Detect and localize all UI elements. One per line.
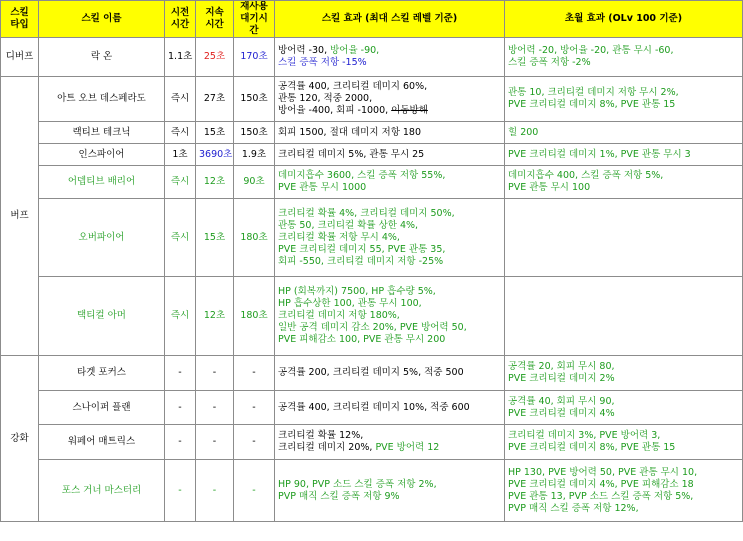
transcend-effect: 방어력 -20, 방어율 -20, 관통 무시 -60, 스킬 증폭 저항 -2% [505,38,743,77]
cast-time: 즉시 [165,199,196,277]
duration: 27초 [196,77,234,122]
group-enhance: 강화 [1,356,39,522]
table-row [1,122,743,144]
table-row [1,199,743,277]
skill-name: 어뎁티브 배리어 [39,166,165,199]
skill-effect: 크리티컬 확률 4%, 크리티컬 데미지 50%, 관통 50, 크리티컬 확률 상한 4%, 크리티컬 확률 저항 무시 4%, PVE 크리티컬 데미지 55, PVE 관통 35, 회피 -550, 크리티컬 데미지 저항 -25% [275,199,505,277]
cooldown: 180초 [234,199,275,277]
table-row [1,356,743,391]
cast-time: - [165,356,196,391]
transcend-effect: 공격률 20, 회피 무시 80, PVE 크리티컬 데미지 2% [505,356,743,391]
group-buff: 버프 [1,77,39,356]
header-cooldown: 재사용 대기시간 [234,1,275,38]
table-row [1,77,743,122]
table-row [1,144,743,166]
skill-effect: 공격률 400, 크리티컬 데미지 10%, 적중 600 [275,391,505,425]
effect-part: 공격률 400, 크리티컬 데미지 60%, 관통 120, 적중 2000, 방어율 -400, 회피 -1000, [278,81,428,116]
skill-effect: 공격률 200, 크리티컬 데미지 5%, 적중 500 [275,356,505,391]
table-row [1,166,743,199]
duration: - [196,460,234,522]
skill-name: 인스파이어 [39,144,165,166]
cast-time: 1.1초 [165,38,196,77]
skill-effect: HP 90, PVP 소드 스킬 증폭 저항 2%, PVP 매직 스킬 증폭 저항 9% [275,460,505,522]
cooldown: - [234,391,275,425]
effect-part: 크리티컬 확률 12%, 크리티컬 데미지 20%, [278,430,373,453]
duration: 12초 [196,277,234,356]
cooldown: 150초 [234,122,275,144]
duration: 25초 [196,38,234,77]
transcend-effect: 힐 200 [505,122,743,144]
header-skill-name: 스킬 이름 [39,1,165,38]
skill-name: 포스 거너 마스터리 [39,460,165,522]
cast-time: 즉시 [165,166,196,199]
effect-part: 방어력 -30, [278,45,331,56]
skill-name: 락 온 [39,38,165,77]
skill-name: 타겟 포커스 [39,356,165,391]
duration: 15초 [196,122,234,144]
skill-name: 택티컬 아머 [39,277,165,356]
cooldown: 170초 [234,38,275,77]
table-row [1,460,743,522]
transcend-effect: PVE 크리티컬 데미지 1%, PVE 관통 무시 3 [505,144,743,166]
cooldown: 90초 [234,166,275,199]
transcend-effect [505,199,743,277]
cast-time: - [165,460,196,522]
duration: 12초 [196,166,234,199]
transcend-effect: 크리티컬 데미지 3%, PVE 방어력 3, PVE 크리티컬 데미지 8%, PVE 관통 15 [505,425,743,460]
transcend-effect: HP 130, PVE 방어력 50, PVE 관통 무시 10, PVE 크리티컬 데미지 4%, PVE 피해감소 18 PVE 관통 13, PVP 소드 스킬 증폭 저항 5%, PVP 매직 스킬 증폭 저항 12%, [505,460,743,522]
cast-time: 즉시 [165,277,196,356]
skill-name: 랙티브 테크닉 [39,122,165,144]
header-row [1,1,743,38]
skill-effect [275,38,505,77]
duration: 15초 [196,199,234,277]
cast-time: - [165,425,196,460]
transcend-effect: 공격률 40, 회피 무시 90, PVE 크리티컬 데미지 4% [505,391,743,425]
cast-time: 1초 [165,144,196,166]
header-skill-type: 스킬 타입 [1,1,39,38]
header-cast-time: 시전 시간 [165,1,196,38]
cooldown: - [234,460,275,522]
cast-time: 즉시 [165,77,196,122]
skill-effect [275,77,505,122]
skill-name: 오버파이어 [39,199,165,277]
transcend-effect [505,277,743,356]
skill-effect: 회피 1500, 절대 데미지 저항 180 [275,122,505,144]
cast-time: - [165,391,196,425]
header-transcend-effect: 초월 효과 (OLv 100 기준) [505,1,743,38]
skill-effect: 크리티컬 데미지 5%, 관통 무시 25 [275,144,505,166]
duration: - [196,356,234,391]
effect-part-green: PVE 방어력 12 [375,442,440,453]
cast-time: 즉시 [165,122,196,144]
cooldown: 180초 [234,277,275,356]
cooldown: - [234,425,275,460]
transcend-effect: 관통 10, 크리티컬 데미지 저항 무시 2%, PVE 크리티컬 데미지 8%, PVE 관통 15 [505,77,743,122]
table-row [1,391,743,425]
skill-name: 스나이퍼 플랜 [39,391,165,425]
table-row [1,38,743,77]
header-duration: 지속 시간 [196,1,234,38]
skill-effect: HP (회복까지) 7500, HP 흡수량 5%, HP 흡수상한 100, 관통 무시 100, 크리티컬 데미지 저항 180%, 일반 공격 데미지 감소 20%, PVE 방어력 50, PVE 피해감소 100, PVE 관통 무시 200 [275,277,505,356]
effect-part-blue: 스킬 증폭 저항 -15% [278,57,367,68]
skill-effect: 데미지흡수 3600, 스킬 증폭 저항 55%, PVE 관통 무시 1000 [275,166,505,199]
cooldown: - [234,356,275,391]
table-row [1,277,743,356]
skill-effect [275,425,505,460]
effect-part-struck: 이동방해 [391,105,428,116]
group-debuff: 디버프 [1,38,39,77]
cooldown: 150초 [234,77,275,122]
duration: - [196,425,234,460]
transcend-effect: 데미지흡수 400, 스킬 증폭 저항 5%, PVE 관통 무시 100 [505,166,743,199]
cooldown: 1.9초 [234,144,275,166]
skill-name: 아트 오브 데스페라도 [39,77,165,122]
duration: 3690초 [196,144,234,166]
effect-part-green: 방어율 -90, [330,45,380,56]
table-row [1,425,743,460]
header-skill-effect: 스킬 효과 (최대 스킬 레벨 기준) [275,1,505,38]
skill-name: 워페어 매트릭스 [39,425,165,460]
duration: - [196,391,234,425]
